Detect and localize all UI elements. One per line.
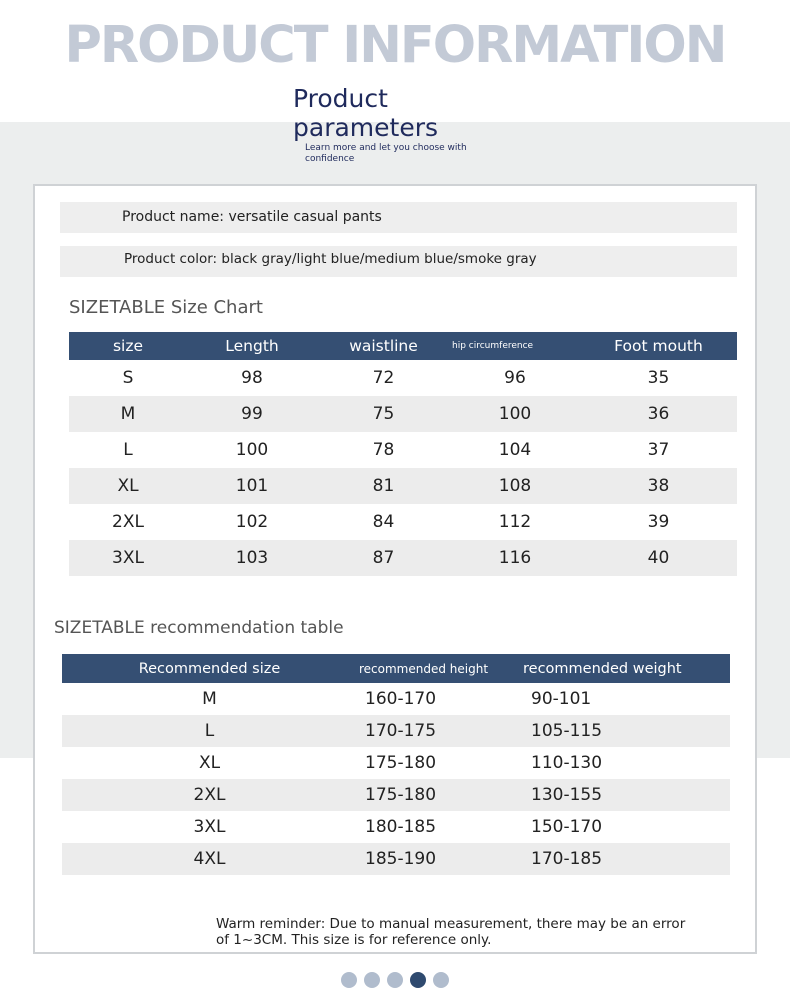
cell-foot-mouth: 40 [580,540,737,576]
col-header-foot-mouth: Foot mouth [580,332,737,360]
col-header-waistline: waistline [317,332,450,360]
product-name: Product name: versatile casual pants [60,202,737,233]
cell-hip: 104 [498,440,532,460]
table-row [62,683,730,715]
cell-waistline: 75 [317,396,450,432]
cell-weight: 90-101 [531,689,592,709]
pagination-dot-3[interactable] [387,972,403,988]
cell-weight: 105-115 [523,715,730,747]
col-header-recommended-size: Recommended size [62,654,357,683]
cell-foot-mouth: 38 [580,468,737,504]
cell-hip: 112 [498,512,532,532]
cell-size: L [123,440,133,460]
cell-height: 180-185 [365,817,437,837]
table-row [62,843,730,875]
cell-weight: 170-185 [523,843,730,875]
cell-size: S [122,368,134,388]
col-header-recommended-height: recommended height [357,654,523,683]
cell-size: 3XL [69,540,187,576]
cell-foot-mouth: 37 [647,440,670,460]
size-chart-header [69,332,737,360]
table-row [69,396,737,432]
cell-size: L [62,715,357,747]
table-row [69,468,737,504]
table-row [62,779,730,811]
cell-height: 170-175 [357,715,523,747]
cell-length: 102 [235,512,269,532]
cell-height: 175-180 [365,753,437,773]
subtitle-caption: Learn more and let you choose with confidence [305,143,467,164]
cell-hip: 100 [450,396,580,432]
cell-size: 2XL [112,512,144,532]
col-header-recommended-weight: recommended weight [523,654,730,683]
cell-foot-mouth: 39 [647,512,670,532]
recommendation-title: SIZETABLE recommendation table [54,618,344,638]
product-color: Product color: black gray/light blue/medium blue/smoke gray [60,246,737,277]
pagination-dot-1[interactable] [341,972,357,988]
cell-size: XL [198,753,221,773]
cell-size: 3XL [193,817,226,837]
pagination-dot-4-active[interactable] [410,972,426,988]
size-chart-title: SIZETABLE Size Chart [69,297,263,318]
cell-waistline: 72 [372,368,395,388]
cell-size: M [202,689,217,709]
warm-reminder: Warm reminder: Due to manual measurement, there may be an error of 1~3CM. This size is for reference only. [216,916,686,948]
cell-height: 175-180 [357,779,523,811]
cell-waistline: 81 [317,468,450,504]
pagination-dot-2[interactable] [364,972,380,988]
cell-weight: 110-130 [531,753,603,773]
cell-length: 99 [187,396,317,432]
cell-foot-mouth: 35 [647,368,670,388]
col-header-length: Length [187,332,317,360]
cell-size: 2XL [62,779,357,811]
cell-hip: 116 [450,540,580,576]
table-row [62,747,730,779]
table-row [69,432,737,468]
col-header-hip: hip circumference [450,332,580,360]
cell-length: 101 [187,468,317,504]
cell-waistline: 87 [317,540,450,576]
page-title: PRODUCT INFORMATION [64,16,726,75]
cell-hip: 108 [450,468,580,504]
recommendation-table [62,654,730,875]
cell-length: 100 [235,440,269,460]
cell-length: 98 [241,368,263,388]
cell-waistline: 84 [372,512,395,532]
cell-weight: 150-170 [531,817,603,837]
recommendation-header [62,654,730,683]
size-chart-table [69,332,737,576]
table-row [69,540,737,576]
table-row [69,360,737,396]
cell-height: 160-170 [365,689,437,709]
carousel-pagination [341,972,449,988]
cell-length: 103 [187,540,317,576]
pagination-dot-5[interactable] [433,972,449,988]
section-subtitle: Product parameters [293,84,439,142]
cell-size: 4XL [62,843,357,875]
table-row [62,811,730,843]
cell-waistline: 78 [372,440,395,460]
table-row [69,504,737,540]
cell-weight: 130-155 [523,779,730,811]
col-header-size: size [69,332,187,360]
cell-height: 185-190 [357,843,523,875]
cell-size: M [69,396,187,432]
cell-foot-mouth: 36 [580,396,737,432]
cell-hip: 96 [504,368,526,388]
table-row [62,715,730,747]
cell-size: XL [69,468,187,504]
